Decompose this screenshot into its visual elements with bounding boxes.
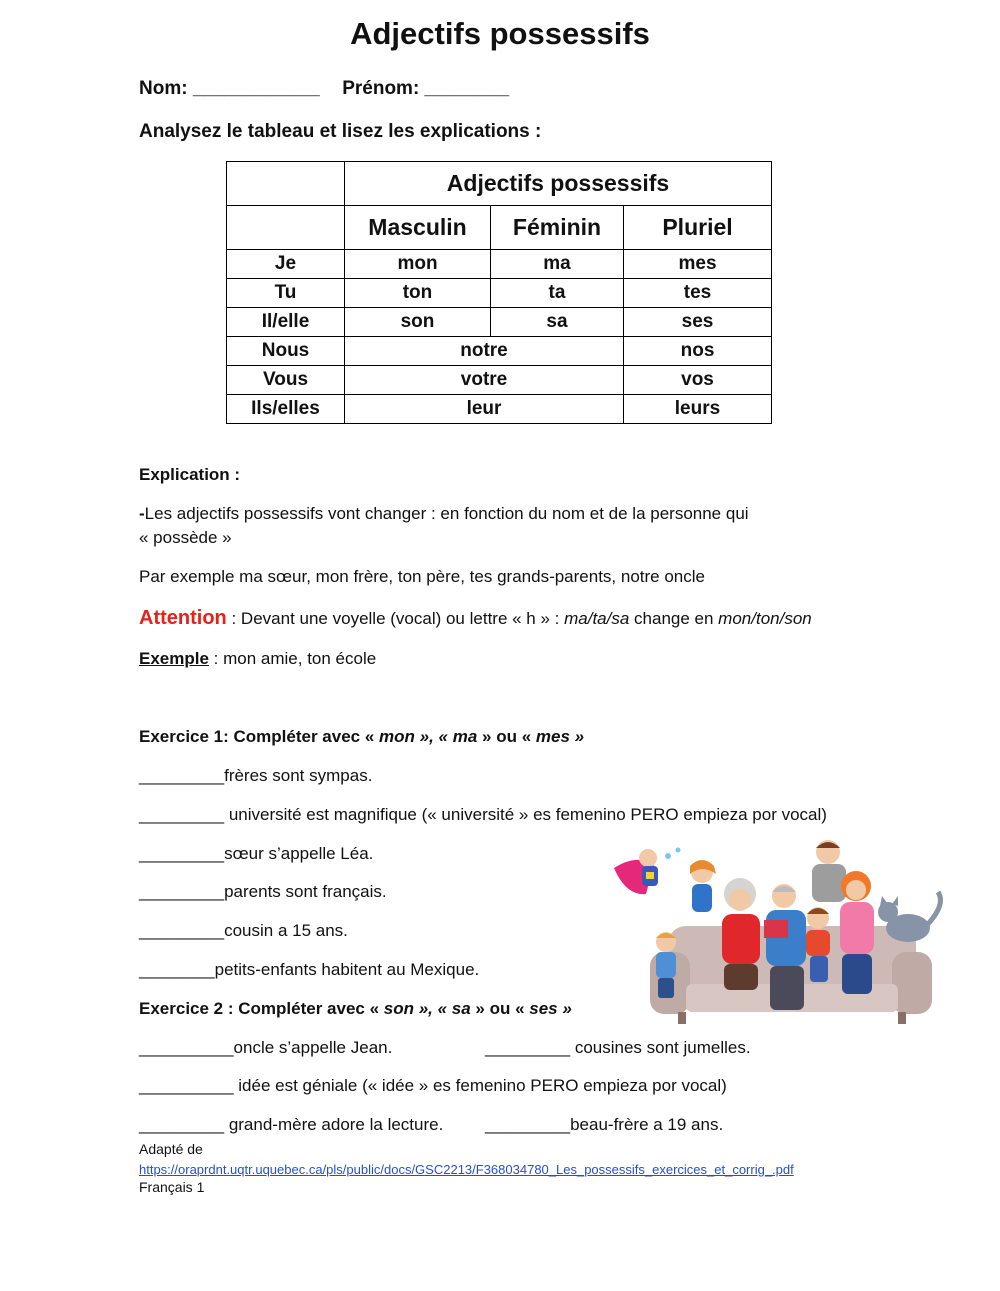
plur-cell: vos [624, 366, 772, 395]
mother-figure [840, 871, 874, 994]
masc-fem-cell: notre [345, 337, 624, 366]
exemple-detail [139, 649, 376, 669]
family-illustration [606, 834, 954, 1030]
footer-course: Français 1 [139, 1179, 205, 1195]
source-link-text[interactable]: https://oraprdnt.uqtr.uquebec.ca/pls/public/docs/GSC2213/F368034780_Les_possessifs_exercices_et_corrig_.pdf [139, 1162, 794, 1177]
ex1-word-2: mes » [535, 727, 585, 746]
possessive-table [226, 161, 772, 424]
column-header: Masculin [345, 206, 491, 250]
ex2-title-a: Exercice 2 : Compléter avec « [139, 999, 384, 1018]
masc-cell: son [345, 308, 491, 337]
attention-forms-2: mon/ton/son [718, 609, 812, 628]
fem-cell: ta [491, 279, 624, 308]
exercise-1-item[interactable]: _________frères sont sympas. [139, 766, 373, 785]
column-header: Pluriel [624, 206, 772, 250]
exercise-1-item[interactable]: _________sœur s’appelle Léa. [139, 844, 374, 863]
table-empty-cell [227, 206, 345, 250]
masc-cell: mon [345, 250, 491, 279]
ex2-word-2: ses » [529, 999, 572, 1018]
exemple-text: : mon amie, ton école [208, 649, 377, 668]
exercise-1-title [139, 727, 584, 747]
exercise-2-item[interactable]: _________ cousines sont jumelles. [485, 1038, 751, 1057]
exemple-label: Exemple [139, 649, 209, 668]
plur-cell: nos [624, 337, 772, 366]
prenom-field[interactable]: Prénom: ________ [342, 78, 510, 99]
table-row [227, 250, 772, 279]
masc-fem-cell: leur [345, 395, 624, 424]
exercise-2-item[interactable]: __________oncle s’appelle Jean. [139, 1038, 393, 1057]
attention-text: : Devant une voyelle (vocal) ou lettre « h » : [226, 609, 565, 628]
explication-text: Les adjectifs possessifs vont changer : en fonction du nom et de la personne qui [144, 504, 749, 523]
exercise-2-item[interactable]: __________ idée est géniale (« idée » es femenino PERO empieza por vocal) [139, 1076, 727, 1095]
column-header: Féminin [491, 206, 624, 250]
table-row [227, 395, 772, 424]
table-row [227, 337, 772, 366]
exercise-1-item[interactable]: _________parents sont français. [139, 882, 387, 901]
exemple-line: Par exemple ma sœur, mon frère, ton père, tes grands-parents, notre oncle [139, 567, 705, 586]
person-cell: Ils/elles [227, 395, 345, 424]
exercise-2-item[interactable]: _________ grand-mère adore la lecture. [139, 1115, 444, 1134]
explication-line-1 [139, 504, 749, 524]
plur-cell: leurs [624, 395, 772, 424]
attention-word: Attention [139, 607, 227, 629]
person-cell: Il/elle [227, 308, 345, 337]
exercise-1-item[interactable]: _________cousin a 15 ans. [139, 921, 348, 940]
person-cell: Nous [227, 337, 345, 366]
table-title: Adjectifs possessifs [345, 162, 772, 206]
plur-cell: tes [624, 279, 772, 308]
dash: - [139, 504, 145, 523]
exercise-1-item[interactable]: _________ université est magnifique (« université » es femenino PERO empieza por vocal) [139, 805, 827, 824]
source-link[interactable] [139, 1159, 794, 1179]
explication-line-2: « possède » [139, 528, 232, 547]
person-cell: Vous [227, 366, 345, 395]
ex1-word-1: mon », « ma [379, 727, 478, 746]
table-row [227, 366, 772, 395]
plur-cell: mes [624, 250, 772, 279]
person-cell: Je [227, 250, 345, 279]
table-row [227, 308, 772, 337]
attention-forms-1: ma/ta/sa [564, 609, 630, 628]
person-cell: Tu [227, 279, 345, 308]
masc-fem-cell: votre [345, 366, 624, 395]
table-corner-cell [227, 162, 345, 206]
nom-field[interactable]: Nom: ____________ [139, 78, 320, 99]
exercise-2-item[interactable]: _________beau-frère a 19 ans. [485, 1115, 724, 1134]
table-row [227, 279, 772, 308]
attention-mid: change en [629, 609, 719, 628]
explication-heading: Explication : [139, 465, 241, 484]
ex2-title-b: » ou « [470, 999, 530, 1018]
exercise-2-title [139, 999, 572, 1019]
ex1-title-a: Exercice 1: Compléter avec « [139, 727, 380, 746]
plur-cell: ses [624, 308, 772, 337]
ex1-title-b: » ou « [477, 727, 536, 746]
fem-cell: sa [491, 308, 624, 337]
page-title: Adjectifs possessifs [350, 16, 650, 51]
toddler-figure [656, 932, 676, 998]
masc-cell: ton [345, 279, 491, 308]
footer-adapted: Adapté de [139, 1141, 203, 1157]
fem-cell: ma [491, 250, 624, 279]
grandmother-figure [722, 878, 760, 990]
attention-line [139, 607, 812, 630]
ex2-word-1: son », « sa [383, 999, 471, 1018]
name-fields [139, 78, 509, 100]
instruction: Analysez le tableau et lisez les explications : [139, 121, 542, 142]
exercise-1-item[interactable]: ________petits-enfants habitent au Mexique. [139, 960, 480, 979]
